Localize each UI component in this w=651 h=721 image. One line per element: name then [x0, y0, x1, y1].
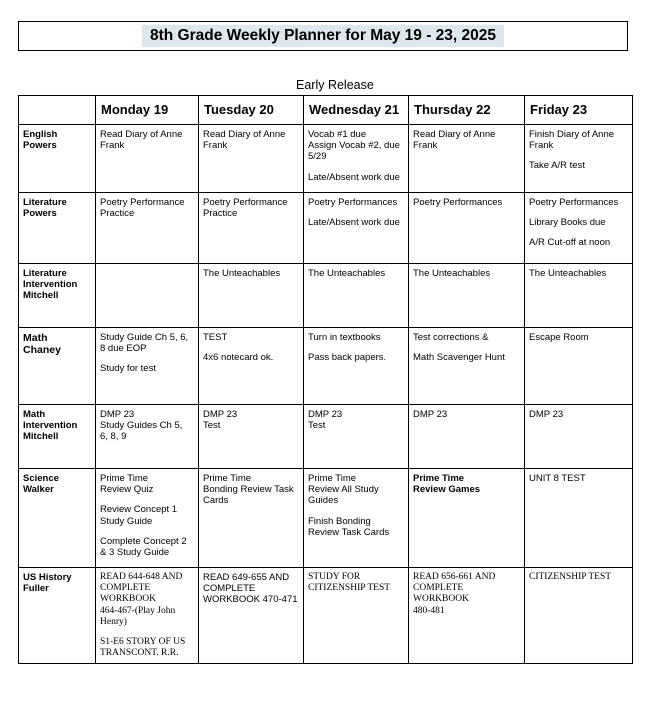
assignment-text: & 3 Study Guide [100, 547, 170, 559]
assignment-text: Prime Time [100, 473, 149, 484]
assignment-text: DMP 23 [413, 409, 448, 420]
paragraph-gap [308, 163, 404, 172]
subject-label-line: Walker [23, 484, 54, 496]
assignment-text: DMP 23 [529, 409, 564, 420]
assignment-text: Review All Study [308, 484, 379, 496]
subject-label-line: English [23, 129, 58, 140]
assignment-cell [525, 568, 633, 664]
paragraph-gap [100, 495, 194, 504]
assignment-text: Turn in textbooks [308, 332, 381, 343]
subject-label [19, 328, 96, 405]
assignment-text: Frank [100, 140, 125, 152]
subject-row [19, 264, 633, 328]
assignment-cell [96, 125, 199, 193]
header-row [19, 96, 633, 125]
subject-label-line: Literature [23, 268, 67, 279]
assignment-cell [96, 405, 199, 469]
assignment-text: 8 due EOP [100, 343, 147, 355]
subject-label-line: Math [23, 332, 48, 344]
paragraph-gap [308, 343, 404, 352]
assignment-text: WORKBOOK 470-471 [203, 594, 298, 606]
assignment-text: Study Guide [100, 515, 153, 527]
assignment-text: Late/Absent work due [308, 171, 400, 183]
assignment-text: Study for test [100, 363, 156, 375]
assignment-text: Take A/R test [529, 160, 585, 172]
paragraph-gap [308, 507, 404, 516]
assignment-text: Read Diary of Anne [100, 129, 183, 140]
subject-row [19, 405, 633, 469]
assignment-cell [525, 125, 633, 193]
subject-label [19, 264, 96, 328]
assignment-cell [199, 264, 304, 328]
assignment-text: CITIZENSHIP TEST [308, 583, 391, 594]
assignment-cell [409, 568, 525, 664]
assignment-cell [96, 328, 199, 405]
assignment-text: TEST [203, 332, 228, 343]
assignment-text: Read Diary of Anne [413, 129, 496, 140]
assignment-text: COMPLETE [100, 583, 151, 594]
paragraph-gap [100, 354, 194, 363]
assignment-text: Review Games [413, 484, 481, 496]
assignment-text: Escape Room [529, 332, 589, 343]
assignment-text: READ 656-661 AND [413, 572, 496, 582]
assignment-cell [199, 125, 304, 193]
assignment-text: Test [203, 420, 221, 432]
assignment-text: DMP 23 [203, 409, 238, 420]
assignment-text: A/R Cut-off at noon [529, 237, 611, 249]
paragraph-gap [203, 343, 299, 352]
subject-label-line: Math [23, 409, 46, 420]
assignment-text: 5/29 [308, 151, 327, 163]
assignment-cell [304, 328, 409, 405]
assignment-text: Bonding Review Task [203, 484, 294, 496]
subject-label-line: Powers [23, 140, 57, 152]
assignment-text: 6, 8, 9 [100, 431, 127, 443]
assignment-cell [409, 469, 525, 568]
assignment-text: COMPLETE WORKBOOK [413, 583, 469, 605]
page-title: 8th Grade Weekly Planner for May 19 - 23, 2025 [142, 25, 504, 47]
assignment-text: Library Books due [529, 217, 606, 229]
corner-cell [19, 96, 96, 125]
subject-label-line: Intervention [23, 420, 78, 432]
assignment-text: Poetry Performances [529, 197, 619, 208]
assignment-cell [525, 264, 633, 328]
assignment-text: DMP 23 [308, 409, 343, 420]
assignment-text: Poetry Performances [413, 197, 503, 208]
day-header: Wednesday 21 [304, 96, 409, 125]
assignment-text: The Unteachables [308, 268, 386, 279]
subject-label [19, 405, 96, 469]
assignment-text: Late/Absent work due [308, 217, 400, 229]
assignment-text: Finish Diary of Anne [529, 129, 615, 140]
assignment-cell [525, 328, 633, 405]
assignment-cell [199, 328, 304, 405]
assignment-text: Review Concept 1 [100, 504, 178, 516]
assignment-text: Poetry Performances [308, 197, 398, 208]
assignment-text: UNIT 8 TEST [529, 473, 586, 484]
assignment-text: Guides [308, 495, 339, 507]
assignment-text: Study Guide Ch 5, 6, [100, 332, 189, 343]
assignment-cell [525, 405, 633, 469]
assignment-text: Prime Time [413, 473, 465, 484]
assignment-text: Practice [203, 208, 238, 220]
paragraph-gap [529, 208, 628, 217]
assignment-cell [304, 405, 409, 469]
subject-label [19, 193, 96, 264]
assignment-text: TRANSCONT. R.R. [100, 648, 179, 659]
assignment-text: The Unteachables [529, 268, 607, 279]
assignment-cell [96, 264, 199, 328]
assignment-text: Complete Concept 2 [100, 535, 187, 547]
paragraph-gap [413, 343, 520, 352]
assignment-text: The Unteachables [203, 268, 281, 279]
assignment-text: 480-481 [413, 605, 445, 616]
assignment-cell [525, 193, 633, 264]
assignment-cell [525, 469, 633, 568]
title-box [18, 21, 628, 51]
assignment-text: Poetry Performance [100, 197, 185, 208]
assignment-text: Prime Time [308, 473, 357, 484]
assignment-text: Frank [413, 140, 438, 152]
assignment-cell [199, 405, 304, 469]
assignment-cell [96, 469, 199, 568]
assignment-cell [304, 568, 409, 664]
assignment-text: Review Task Cards [308, 526, 390, 538]
day-header: Friday 23 [525, 96, 633, 125]
subject-row [19, 125, 633, 193]
planner-table [18, 95, 633, 664]
assignment-text: Math Scavenger Hunt [413, 352, 505, 364]
subject-label [19, 568, 96, 664]
day-header: Tuesday 20 [199, 96, 304, 125]
assignment-cell [304, 264, 409, 328]
assignment-cell [409, 125, 525, 193]
assignment-cell [304, 469, 409, 568]
assignment-cell [409, 328, 525, 405]
assignment-text: Review Quiz [100, 484, 154, 496]
subject-row [19, 328, 633, 405]
subject-label-line: Mitchell [23, 431, 59, 443]
paragraph-gap [100, 527, 194, 536]
assignment-text: Frank [203, 140, 228, 152]
assignment-cell [304, 125, 409, 193]
assignment-text: Read Diary of Anne [203, 129, 286, 140]
assignment-text: Poetry Performance [203, 197, 288, 208]
assignment-text: DMP 23 [100, 409, 135, 420]
subject-label [19, 125, 96, 193]
assignment-text: Test corrections & [413, 332, 489, 343]
assignment-text: 464-467-(Play John [100, 605, 176, 616]
assignment-cell [409, 264, 525, 328]
assignment-cell [199, 568, 304, 664]
assignment-text: Pass back papers. [308, 352, 387, 364]
day-header: Monday 19 [96, 96, 199, 125]
assignment-cell [96, 193, 199, 264]
subject-row [19, 568, 633, 664]
assignment-cell [96, 568, 199, 664]
assignment-text: WORKBOOK [100, 594, 156, 605]
assignment-text: Vocab #1 due [308, 129, 367, 140]
assignment-text: Cards [203, 495, 229, 507]
subject-label-line: Science [23, 473, 59, 484]
assignment-text: STUDY FOR [308, 572, 361, 582]
early-release-note: Early Release [296, 78, 374, 92]
assignment-text: 4x6 notecard ok. [203, 352, 274, 364]
assignment-text: Prime Time [203, 473, 252, 484]
assignment-cell [199, 469, 304, 568]
assignment-text: S1-E6 STORY OF US [100, 637, 186, 648]
assignment-text: Test [308, 420, 326, 432]
assignment-cell [304, 193, 409, 264]
paragraph-gap [529, 151, 628, 160]
paragraph-gap [308, 208, 404, 217]
assignment-text: Study Guides Ch 5, [100, 420, 183, 432]
subject-row [19, 193, 633, 264]
assignment-text: The Unteachables [413, 268, 491, 279]
assignment-text: Assign Vocab #2, due [308, 140, 400, 152]
assignment-text: Practice [100, 208, 135, 220]
assignment-cell [409, 405, 525, 469]
paragraph-gap [529, 228, 628, 237]
subject-label-line: Chaney [23, 344, 61, 357]
day-header: Thursday 22 [409, 96, 525, 125]
subject-label-line: Fuller [23, 583, 49, 595]
assignment-text: Finish Bonding [308, 515, 371, 527]
subject-label-line: Powers [23, 208, 57, 220]
assignment-text: Henry) [100, 616, 127, 627]
assignment-text: Frank [529, 140, 554, 152]
assignment-text: READ 649-655 AND [203, 572, 290, 583]
assignment-text: CITIZENSHIP TEST [529, 572, 612, 582]
subject-label-line: US History [23, 572, 72, 583]
subject-label-line: Mitchell [23, 290, 59, 302]
assignment-cell [409, 193, 525, 264]
subject-row [19, 469, 633, 568]
paragraph-gap [100, 628, 194, 637]
assignment-text: READ 644-648 AND [100, 572, 183, 582]
subject-label [19, 469, 96, 568]
assignment-text: COMPLETE [203, 583, 256, 595]
subject-label-line: Intervention [23, 279, 78, 291]
assignment-cell [199, 193, 304, 264]
subject-label-line: Literature [23, 197, 67, 208]
